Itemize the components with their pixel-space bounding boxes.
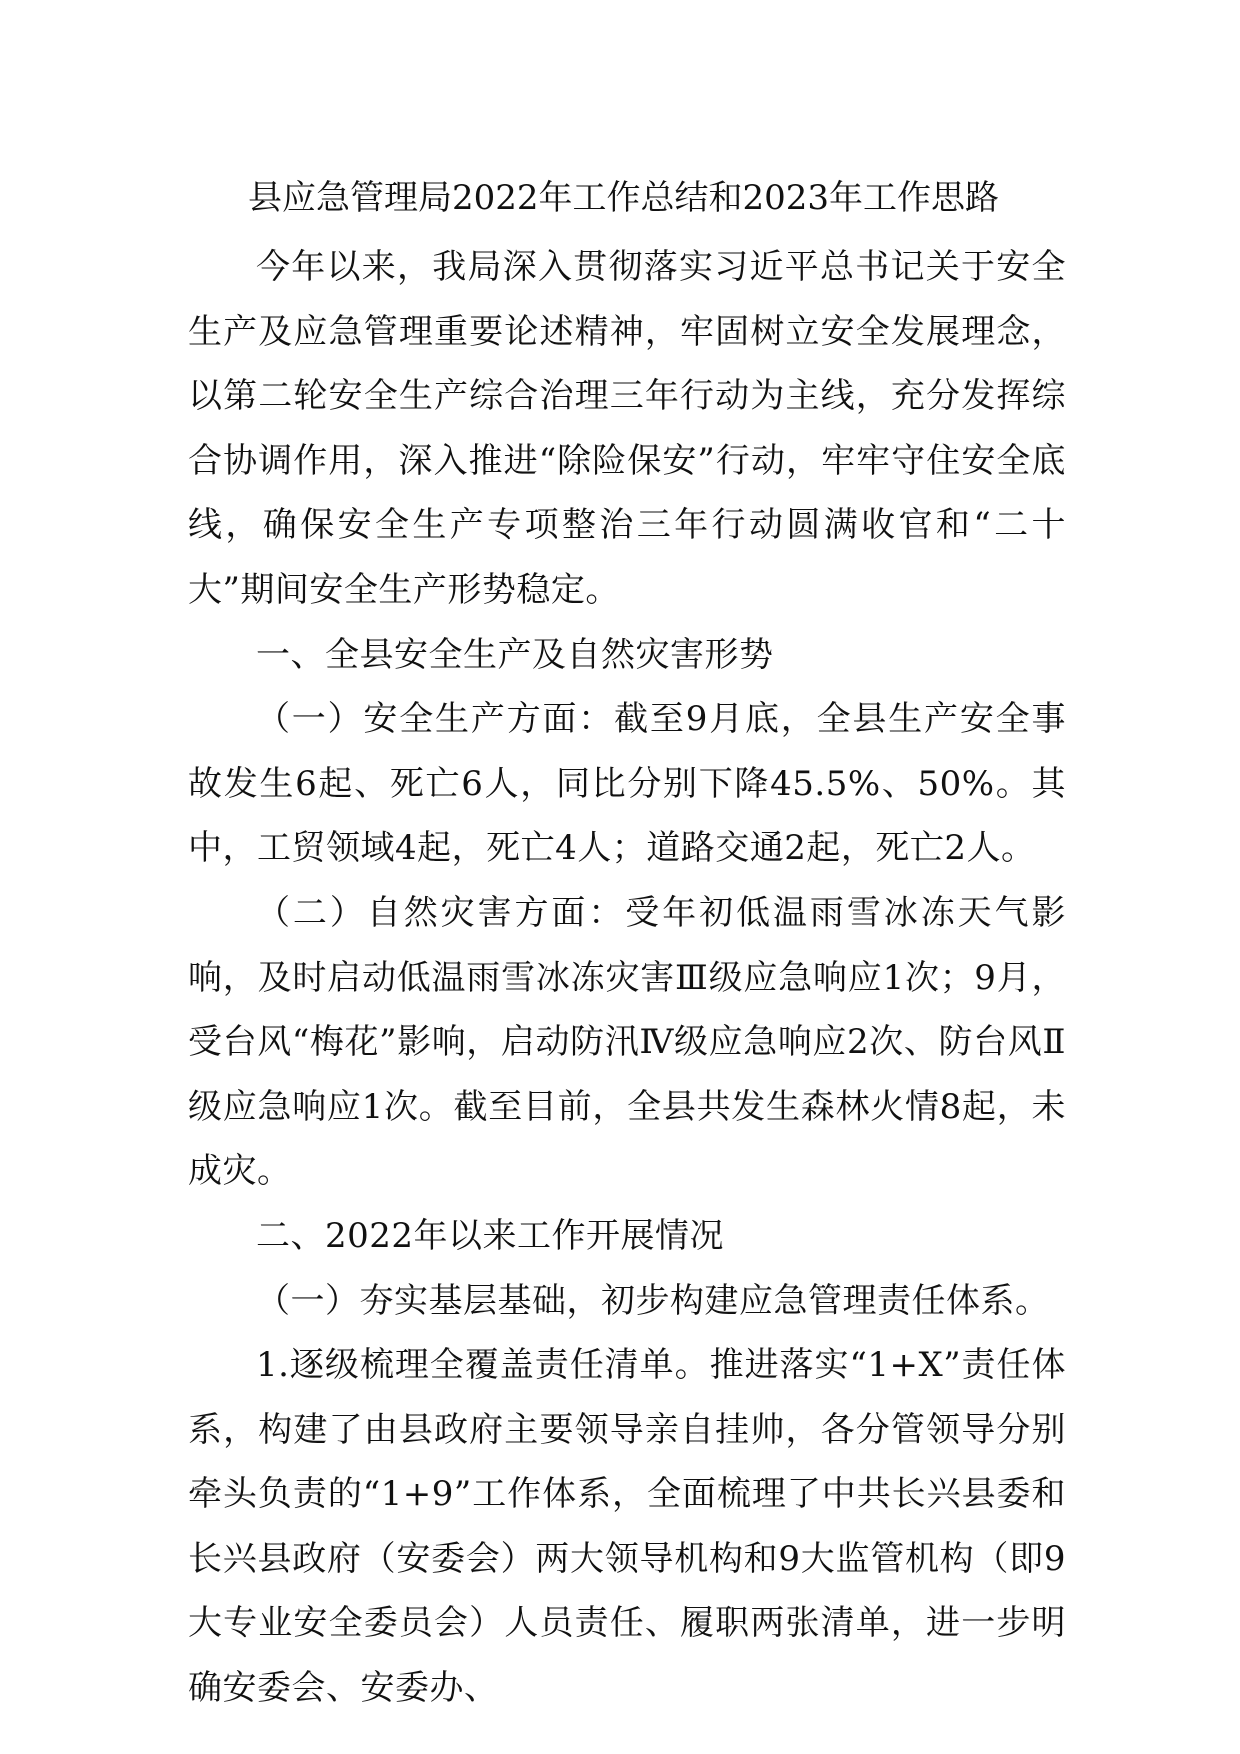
responsibility-list-paragraph: 1.逐级梳理全覆盖责任清单。推进落实“1+X”责任体系，构建了由县政府主要领导亲自挂帅，各分管领导分别牵头负责的“1+9”工作体系，全面梳理了中共长兴县委和长兴县政府（安委会）两大领导机构和9大监管机构（即9大专业安全委员会）人员责任、履职两张清单，进一步明确安委会、安委办、 [188,1345,1066,1709]
document-body [188,235,1066,1721]
document-title: 县应急管理局2022年工作总结和2023年工作思路 [248,178,1000,218]
subsection-heading-1: （一）夯实基层基础，初步构建应急管理责任体系。 [256,1280,1050,1321]
safety-production-paragraph: （一）安全生产方面：截至9月底，全县生产安全事故发生6起、死亡6人，同比分别下降45.5%、50%。其中，工贸领域4起，死亡4人；道路交通2起，死亡2人。 [188,699,1066,869]
natural-disaster-paragraph: （二）自然灾害方面：受年初低温雨雪冰冻天气影响，及时启动低温雨雪冰冻灾害Ⅲ级应急响应1次；9月，受台风“梅花”影响，启动防汛Ⅳ级应急响应2次、防台风Ⅱ级应急响应1次。截至目前，全县共发生森林火情8起，未成灾。 [188,892,1066,1192]
section-heading-1: 一、全县安全生产及自然灾害形势 [256,634,774,675]
intro-paragraph: 今年以来，我局深入贯彻落实习近平总书记关于安全生产及应急管理重要论述精神，牢固树立安全发展理念，以第二轮安全生产综合治理三年行动为主线，充分发挥综合协调作用，深入推进“除险保安”行动，牢牢守住安全底线，确保安全生产专项整治三年行动圆满收官和“二十大”期间安全生产形势稳定。 [188,247,1066,610]
section-heading-2: 二、2022年以来工作开展情况 [256,1215,725,1256]
